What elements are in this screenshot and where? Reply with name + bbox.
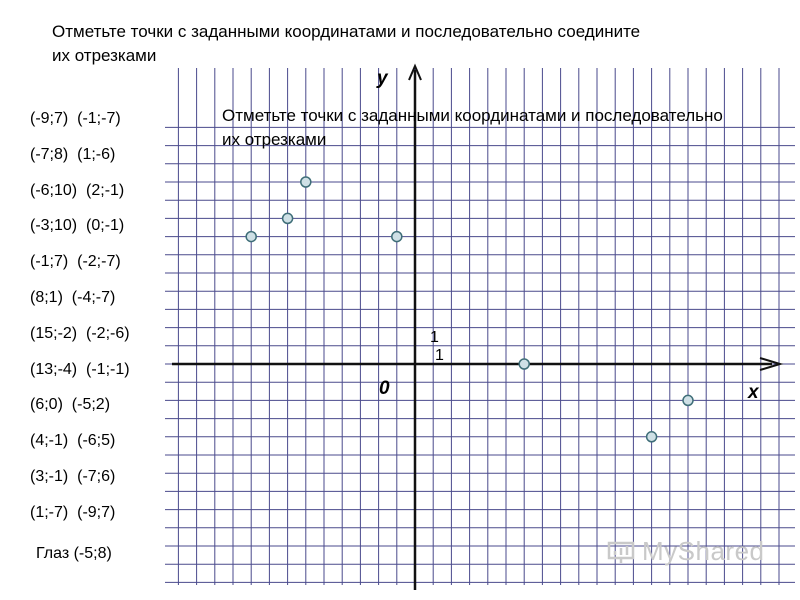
- coordinate-pair-row: [30, 217, 124, 235]
- plotted-point: [519, 359, 529, 369]
- eye-coordinate: Глаз (-5;8): [36, 545, 112, 562]
- plotted-point: [301, 177, 311, 187]
- coordinate-list: [0, 0, 170, 600]
- coordinate-pair-row: [30, 289, 115, 307]
- coordinate-right: (-1;-1): [86, 360, 130, 378]
- task-title-line1: Отметьте точки с заданными координатами и последовательно соедините: [52, 22, 641, 41]
- task-title-line2: их отрезками: [52, 46, 157, 65]
- coordinate-right: (-5;2): [71, 396, 111, 414]
- coordinate-left: (3;-1): [30, 468, 69, 485]
- unit-y-label: 1: [430, 329, 439, 346]
- coordinate-right: (-9;7): [77, 503, 116, 521]
- coordinate-left: (8;1): [30, 289, 63, 306]
- coordinate-left: (-1;7): [30, 253, 69, 271]
- coordinate-pair-row: [30, 146, 115, 164]
- coordinate-right: (0;-1): [86, 217, 125, 235]
- coordinate-right: (-4;-7): [71, 289, 116, 306]
- plotted-point: [647, 432, 657, 442]
- coordinate-right: (-2;-6): [86, 324, 130, 342]
- coordinate-pair-row: [30, 432, 115, 450]
- x-axis-label: x: [748, 382, 759, 403]
- coordinate-left: (1;-7): [30, 503, 69, 521]
- plotted-point: [392, 232, 402, 242]
- coordinate-left: (13;-4): [30, 360, 78, 378]
- coordinate-right: (-7;6): [77, 468, 116, 485]
- watermark: [608, 536, 765, 567]
- coordinate-left: (4;-1): [30, 432, 69, 450]
- plotted-point: [683, 395, 693, 405]
- overlay-title: [222, 104, 800, 152]
- coordinate-right: (-6;5): [77, 432, 116, 450]
- coordinate-pair-row: [30, 468, 115, 486]
- coordinate-pair-row: [30, 253, 121, 271]
- coordinate-pair-row: [30, 182, 124, 200]
- coordinate-right: (-2;-7): [77, 253, 121, 271]
- coordinate-left: (-3;10): [30, 217, 78, 235]
- plotted-point: [283, 213, 293, 223]
- coordinate-pair-row: [30, 110, 121, 128]
- coordinate-pair-row: [30, 361, 130, 379]
- plotted-point: [246, 232, 256, 242]
- coordinate-left: (15;-2): [30, 324, 78, 342]
- coordinate-left: (-6;10): [30, 181, 78, 199]
- y-axis-label: y: [377, 68, 388, 89]
- overlay-title-line1: Отметьте точки с заданными координатами и последовательно: [222, 106, 723, 125]
- coordinate-pair-row: [30, 396, 110, 414]
- coordinate-left: (-7;8): [30, 145, 69, 163]
- coordinate-right: (-1;-7): [77, 110, 121, 127]
- unit-x-label: 1: [435, 347, 444, 364]
- coordinate-right: (2;-1): [86, 181, 125, 199]
- coordinate-left: (-9;7): [30, 110, 69, 127]
- coordinate-left: (6;0): [30, 396, 63, 414]
- origin-label: 0: [379, 378, 390, 399]
- overlay-title-line2: их отрезками: [222, 130, 327, 149]
- coordinate-pair-row: [30, 325, 130, 343]
- coordinate-right: (1;-6): [77, 145, 116, 163]
- coordinate-pair-row: [30, 504, 115, 522]
- watermark-text: MyShared: [642, 536, 765, 566]
